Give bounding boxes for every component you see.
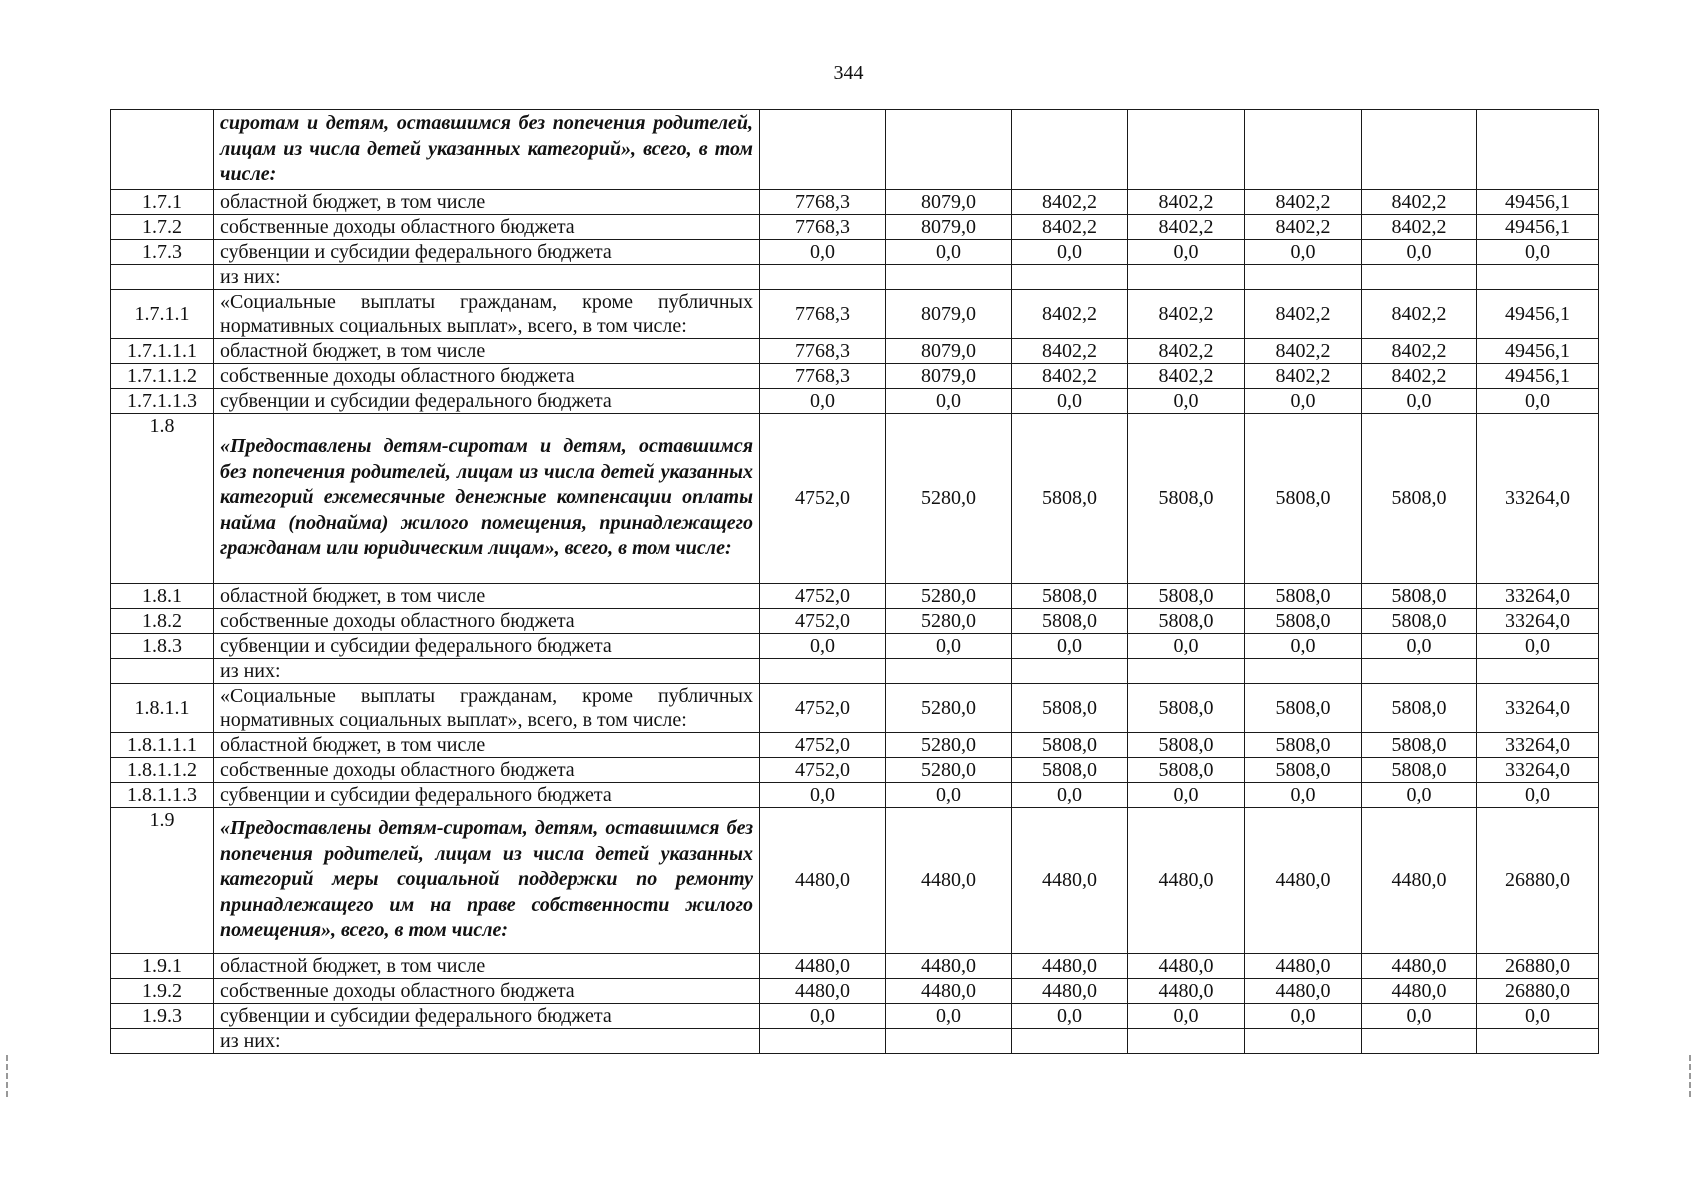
row-total-cell: 0,0 xyxy=(1477,388,1599,413)
row-value-cell: 4480,0 xyxy=(886,978,1012,1003)
row-value-cell: 5808,0 xyxy=(1245,732,1362,757)
row-total-cell xyxy=(1477,1028,1599,1053)
row-value-cell: 4752,0 xyxy=(760,583,886,608)
row-value-cell: 4480,0 xyxy=(1362,978,1477,1003)
row-value-cell: 8402,2 xyxy=(1362,338,1477,363)
row-value-cell: 0,0 xyxy=(760,239,886,264)
row-value-cell xyxy=(1362,1028,1477,1053)
row-value-cell: 5808,0 xyxy=(1362,608,1477,633)
row-description-cell: из них: xyxy=(214,1028,760,1053)
table-row xyxy=(111,978,1599,1003)
row-value-cell: 0,0 xyxy=(1128,388,1245,413)
row-value-cell xyxy=(1128,658,1245,683)
row-value-cell: 5808,0 xyxy=(1128,757,1245,782)
row-value-cell: 0,0 xyxy=(886,388,1012,413)
row-value-cell: 8402,2 xyxy=(1245,289,1362,338)
row-value-cell: 0,0 xyxy=(886,633,1012,658)
row-total-cell: 49456,1 xyxy=(1477,189,1599,214)
table-row xyxy=(111,388,1599,413)
row-value-cell xyxy=(1012,1028,1128,1053)
row-value-cell xyxy=(1362,110,1477,190)
row-value-cell: 4480,0 xyxy=(1362,953,1477,978)
row-value-cell: 8402,2 xyxy=(1128,214,1245,239)
row-value-cell: 0,0 xyxy=(1128,782,1245,807)
row-value-cell: 0,0 xyxy=(1362,1003,1477,1028)
row-value-cell: 0,0 xyxy=(1245,782,1362,807)
row-value-cell xyxy=(886,264,1012,289)
table-row xyxy=(111,1003,1599,1028)
row-description-cell: субвенции и субсидии федерального бюджета xyxy=(214,1003,760,1028)
row-value-cell: 8402,2 xyxy=(1128,189,1245,214)
row-value-cell xyxy=(760,264,886,289)
row-total-cell: 49456,1 xyxy=(1477,289,1599,338)
row-value-cell xyxy=(760,1028,886,1053)
row-number-cell: 1.9 xyxy=(111,807,214,953)
row-value-cell: 0,0 xyxy=(1128,1003,1245,1028)
row-value-cell: 0,0 xyxy=(760,782,886,807)
row-value-cell: 4480,0 xyxy=(760,807,886,953)
row-value-cell: 4752,0 xyxy=(760,732,886,757)
row-value-cell: 4752,0 xyxy=(760,608,886,633)
row-value-cell: 4480,0 xyxy=(1012,807,1128,953)
row-value-cell xyxy=(1245,658,1362,683)
row-value-cell xyxy=(1362,264,1477,289)
row-value-cell: 4752,0 xyxy=(760,757,886,782)
row-value-cell: 5280,0 xyxy=(886,683,1012,732)
table-row xyxy=(111,289,1599,338)
row-description-cell: областной бюджет, в том числе xyxy=(214,953,760,978)
row-value-cell xyxy=(886,658,1012,683)
row-description-cell: «Социальные выплаты гражданам, кроме публичных нормативных социальных выплат», всего, в том числе: xyxy=(214,683,760,732)
row-value-cell: 7768,3 xyxy=(760,289,886,338)
row-value-cell: 5280,0 xyxy=(886,757,1012,782)
row-description-cell: областной бюджет, в том числе xyxy=(214,338,760,363)
row-description-cell: областной бюджет, в том числе xyxy=(214,583,760,608)
row-number-cell xyxy=(111,658,214,683)
row-value-cell: 5808,0 xyxy=(1362,683,1477,732)
row-description-cell: собственные доходы областного бюджета xyxy=(214,363,760,388)
table-row xyxy=(111,953,1599,978)
table-row xyxy=(111,264,1599,289)
row-value-cell: 5808,0 xyxy=(1012,683,1128,732)
row-value-cell: 8402,2 xyxy=(1012,338,1128,363)
row-value-cell: 8402,2 xyxy=(1128,338,1245,363)
row-value-cell: 4480,0 xyxy=(1012,953,1128,978)
row-number-cell: 1.7.2 xyxy=(111,214,214,239)
row-value-cell: 7768,3 xyxy=(760,363,886,388)
row-value-cell: 5808,0 xyxy=(1245,757,1362,782)
row-description-cell: областной бюджет, в том числе xyxy=(214,732,760,757)
row-value-cell: 8079,0 xyxy=(886,338,1012,363)
row-value-cell xyxy=(1012,110,1128,190)
row-value-cell: 8402,2 xyxy=(1362,289,1477,338)
row-value-cell: 5808,0 xyxy=(1012,583,1128,608)
row-value-cell: 0,0 xyxy=(886,782,1012,807)
table-row xyxy=(111,583,1599,608)
row-number-cell: 1.9.3 xyxy=(111,1003,214,1028)
row-total-cell: 49456,1 xyxy=(1477,363,1599,388)
row-value-cell: 5808,0 xyxy=(1128,732,1245,757)
row-value-cell: 7768,3 xyxy=(760,214,886,239)
row-value-cell: 5808,0 xyxy=(1362,413,1477,583)
row-description-cell: «Предоставлены детям-сиротам и детям, оставшимся без попечения родителей, лицам из числа детей указанных категорий ежемесячные денежные компенсации оплаты найма (поднайма) жилого помещения, принадлежащего гражданам или юридическим лицам», всего, в том числе: xyxy=(214,413,760,583)
row-value-cell: 0,0 xyxy=(1245,239,1362,264)
row-description-cell: собственные доходы областного бюджета xyxy=(214,978,760,1003)
row-number-cell: 1.8.1.1.3 xyxy=(111,782,214,807)
row-value-cell: 0,0 xyxy=(1362,239,1477,264)
row-number-cell: 1.9.2 xyxy=(111,978,214,1003)
row-description-cell: «Социальные выплаты гражданам, кроме публичных нормативных социальных выплат», всего, в том числе: xyxy=(214,289,760,338)
row-total-cell xyxy=(1477,264,1599,289)
row-value-cell: 8402,2 xyxy=(1012,363,1128,388)
row-value-cell: 0,0 xyxy=(1012,388,1128,413)
row-number-cell xyxy=(111,264,214,289)
row-number-cell: 1.8.1.1 xyxy=(111,683,214,732)
row-value-cell: 5280,0 xyxy=(886,732,1012,757)
row-value-cell: 5808,0 xyxy=(1245,413,1362,583)
row-value-cell: 5808,0 xyxy=(1128,608,1245,633)
row-value-cell: 0,0 xyxy=(1362,388,1477,413)
row-description-cell: субвенции и субсидии федерального бюджета xyxy=(214,633,760,658)
table-row xyxy=(111,363,1599,388)
row-value-cell xyxy=(1012,658,1128,683)
budget-table xyxy=(110,109,1599,1054)
row-value-cell: 5808,0 xyxy=(1362,732,1477,757)
row-total-cell: 0,0 xyxy=(1477,1003,1599,1028)
row-description-cell: собственные доходы областного бюджета xyxy=(214,608,760,633)
row-value-cell: 4480,0 xyxy=(760,953,886,978)
row-value-cell: 4480,0 xyxy=(886,953,1012,978)
row-value-cell xyxy=(760,658,886,683)
row-number-cell: 1.7.1.1.2 xyxy=(111,363,214,388)
row-total-cell: 0,0 xyxy=(1477,239,1599,264)
row-value-cell: 5808,0 xyxy=(1128,683,1245,732)
row-value-cell xyxy=(886,110,1012,190)
row-description-cell: областной бюджет, в том числе xyxy=(214,189,760,214)
row-value-cell: 0,0 xyxy=(1128,239,1245,264)
row-description-cell: субвенции и субсидии федерального бюджета xyxy=(214,782,760,807)
row-value-cell: 0,0 xyxy=(1245,388,1362,413)
row-value-cell: 0,0 xyxy=(1012,1003,1128,1028)
table-row xyxy=(111,189,1599,214)
scan-edge-mark-right xyxy=(1689,1055,1697,1097)
row-number-cell: 1.7.1.1.1 xyxy=(111,338,214,363)
table-row xyxy=(111,608,1599,633)
row-value-cell: 5280,0 xyxy=(886,608,1012,633)
row-description-cell: из них: xyxy=(214,264,760,289)
row-total-cell: 33264,0 xyxy=(1477,583,1599,608)
row-description-cell: сиротам и детям, оставшимся без попечения родителей, лицам из числа детей указанных категорий», всего, в том числе: xyxy=(214,110,760,190)
row-value-cell: 8402,2 xyxy=(1128,289,1245,338)
row-number-cell: 1.7.1.1.3 xyxy=(111,388,214,413)
row-value-cell: 0,0 xyxy=(760,388,886,413)
row-value-cell: 8402,2 xyxy=(1012,189,1128,214)
row-value-cell: 8402,2 xyxy=(1012,214,1128,239)
row-description-cell: «Предоставлены детям-сиротам, детям, оставшимся без попечения родителей, лицам из числа детей указанных категорий меры социальной поддержки по ремонту принадлежащего им на праве собственности жилого помещения», всего, в том числе: xyxy=(214,807,760,953)
row-value-cell: 5280,0 xyxy=(886,583,1012,608)
row-value-cell: 5808,0 xyxy=(1362,583,1477,608)
row-value-cell: 5808,0 xyxy=(1012,413,1128,583)
row-value-cell: 0,0 xyxy=(1362,782,1477,807)
row-total-cell: 26880,0 xyxy=(1477,953,1599,978)
row-value-cell: 8079,0 xyxy=(886,214,1012,239)
row-value-cell: 0,0 xyxy=(1128,633,1245,658)
row-total-cell: 33264,0 xyxy=(1477,413,1599,583)
row-value-cell: 7768,3 xyxy=(760,189,886,214)
row-value-cell: 8402,2 xyxy=(1362,189,1477,214)
row-number-cell: 1.8.1 xyxy=(111,583,214,608)
row-value-cell: 5808,0 xyxy=(1012,732,1128,757)
row-value-cell: 8402,2 xyxy=(1128,363,1245,388)
row-value-cell xyxy=(760,110,886,190)
row-value-cell: 8402,2 xyxy=(1245,214,1362,239)
row-number-cell: 1.8.3 xyxy=(111,633,214,658)
row-description-cell: из них: xyxy=(214,658,760,683)
table-row xyxy=(111,214,1599,239)
row-value-cell: 8402,2 xyxy=(1012,289,1128,338)
row-value-cell: 8402,2 xyxy=(1362,214,1477,239)
row-value-cell: 0,0 xyxy=(886,1003,1012,1028)
table-row xyxy=(111,782,1599,807)
row-value-cell: 0,0 xyxy=(1012,633,1128,658)
row-number-cell: 1.8.2 xyxy=(111,608,214,633)
row-total-cell xyxy=(1477,658,1599,683)
row-description-cell: собственные доходы областного бюджета xyxy=(214,214,760,239)
row-total-cell: 26880,0 xyxy=(1477,807,1599,953)
row-value-cell: 5808,0 xyxy=(1245,608,1362,633)
scan-edge-mark-left xyxy=(0,1055,8,1097)
row-value-cell: 0,0 xyxy=(1362,633,1477,658)
row-number-cell: 1.8.1.1.1 xyxy=(111,732,214,757)
table-row xyxy=(111,633,1599,658)
row-number-cell xyxy=(111,110,214,190)
row-value-cell: 8079,0 xyxy=(886,189,1012,214)
table-row xyxy=(111,658,1599,683)
row-value-cell: 4480,0 xyxy=(1128,953,1245,978)
row-value-cell: 4752,0 xyxy=(760,413,886,583)
row-value-cell: 5808,0 xyxy=(1245,683,1362,732)
row-value-cell: 5808,0 xyxy=(1245,583,1362,608)
row-value-cell: 4480,0 xyxy=(886,807,1012,953)
row-total-cell: 33264,0 xyxy=(1477,757,1599,782)
row-value-cell xyxy=(1362,658,1477,683)
row-total-cell: 49456,1 xyxy=(1477,214,1599,239)
row-description-cell: собственные доходы областного бюджета xyxy=(214,757,760,782)
row-value-cell: 4480,0 xyxy=(1245,978,1362,1003)
row-value-cell: 4480,0 xyxy=(1012,978,1128,1003)
row-total-cell: 49456,1 xyxy=(1477,338,1599,363)
row-number-cell: 1.7.1.1 xyxy=(111,289,214,338)
row-value-cell: 5808,0 xyxy=(1362,757,1477,782)
row-value-cell: 5808,0 xyxy=(1128,583,1245,608)
row-value-cell xyxy=(1128,264,1245,289)
row-value-cell xyxy=(1245,1028,1362,1053)
row-value-cell: 8402,2 xyxy=(1245,338,1362,363)
table-row xyxy=(111,338,1599,363)
row-value-cell xyxy=(1128,1028,1245,1053)
row-total-cell: 26880,0 xyxy=(1477,978,1599,1003)
row-value-cell: 5808,0 xyxy=(1128,413,1245,583)
row-value-cell: 8402,2 xyxy=(1362,363,1477,388)
row-value-cell: 4480,0 xyxy=(1128,807,1245,953)
table-row xyxy=(111,110,1599,190)
row-description-cell: субвенции и субсидии федерального бюджета xyxy=(214,239,760,264)
row-number-cell: 1.7.1 xyxy=(111,189,214,214)
row-total-cell xyxy=(1477,110,1599,190)
row-number-cell: 1.9.1 xyxy=(111,953,214,978)
row-number-cell xyxy=(111,1028,214,1053)
row-total-cell: 0,0 xyxy=(1477,782,1599,807)
row-value-cell: 4752,0 xyxy=(760,683,886,732)
row-value-cell xyxy=(886,1028,1012,1053)
row-value-cell: 5808,0 xyxy=(1012,757,1128,782)
page-number: 344 xyxy=(833,62,864,84)
row-value-cell: 4480,0 xyxy=(1362,807,1477,953)
table-row xyxy=(111,732,1599,757)
table-row xyxy=(111,1028,1599,1053)
row-description-cell: субвенции и субсидии федерального бюджета xyxy=(214,388,760,413)
row-total-cell: 33264,0 xyxy=(1477,732,1599,757)
row-value-cell: 5280,0 xyxy=(886,413,1012,583)
row-value-cell: 0,0 xyxy=(760,633,886,658)
row-value-cell: 8402,2 xyxy=(1245,363,1362,388)
row-value-cell xyxy=(1245,110,1362,190)
row-number-cell: 1.7.3 xyxy=(111,239,214,264)
table-row xyxy=(111,757,1599,782)
row-value-cell: 4480,0 xyxy=(1245,953,1362,978)
row-value-cell: 8402,2 xyxy=(1245,189,1362,214)
table-row xyxy=(111,807,1599,953)
row-value-cell xyxy=(1245,264,1362,289)
table-row xyxy=(111,683,1599,732)
row-value-cell: 5808,0 xyxy=(1012,608,1128,633)
table-row xyxy=(111,239,1599,264)
row-value-cell xyxy=(1128,110,1245,190)
row-value-cell: 8079,0 xyxy=(886,363,1012,388)
row-value-cell: 4480,0 xyxy=(1245,807,1362,953)
row-value-cell: 8079,0 xyxy=(886,289,1012,338)
row-value-cell: 0,0 xyxy=(1012,782,1128,807)
row-value-cell: 0,0 xyxy=(1012,239,1128,264)
row-value-cell xyxy=(1012,264,1128,289)
row-value-cell: 7768,3 xyxy=(760,338,886,363)
row-value-cell: 0,0 xyxy=(1245,633,1362,658)
row-value-cell: 0,0 xyxy=(886,239,1012,264)
row-value-cell: 4480,0 xyxy=(1128,978,1245,1003)
row-number-cell: 1.8.1.1.2 xyxy=(111,757,214,782)
row-total-cell: 0,0 xyxy=(1477,633,1599,658)
table-body xyxy=(111,110,1599,1054)
row-value-cell: 0,0 xyxy=(1245,1003,1362,1028)
table-row xyxy=(111,413,1599,583)
row-total-cell: 33264,0 xyxy=(1477,683,1599,732)
row-total-cell: 33264,0 xyxy=(1477,608,1599,633)
row-value-cell: 4480,0 xyxy=(760,978,886,1003)
row-number-cell: 1.8 xyxy=(111,413,214,583)
row-value-cell: 0,0 xyxy=(760,1003,886,1028)
